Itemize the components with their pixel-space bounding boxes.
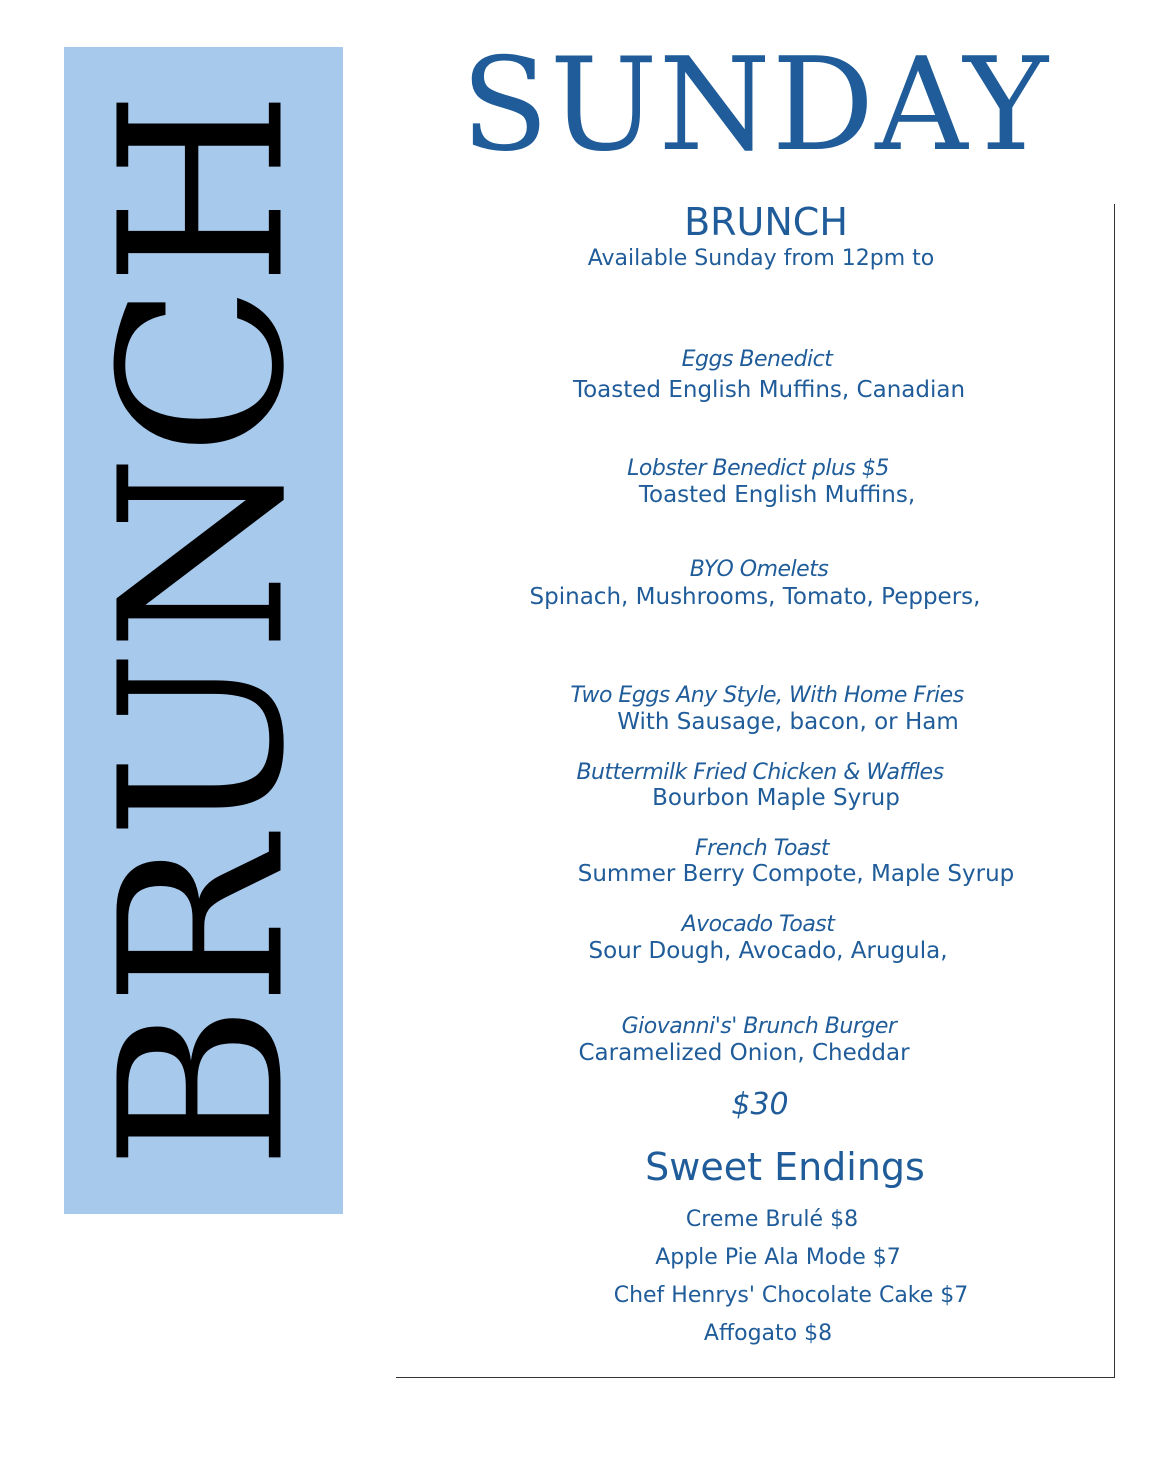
menu-item-description: Bourbon Maple Syrup bbox=[652, 785, 900, 811]
menu-item-name: Avocado Toast bbox=[681, 912, 835, 937]
menu-item-name: Two Eggs Any Style, With Home Fries bbox=[570, 683, 964, 708]
menu-item-description: Summer Berry Compote, Maple Syrup bbox=[577, 861, 1015, 887]
dessert-item: Affogato $8 bbox=[703, 1321, 833, 1346]
menu-item-description: Spinach, Mushrooms, Tomato, Peppers, bbox=[529, 584, 981, 610]
dessert-item: Apple Pie Ala Mode $7 bbox=[655, 1245, 901, 1270]
menu-item-description: With Sausage, bacon, or Ham bbox=[617, 709, 959, 735]
brunch-price: $30 bbox=[731, 1087, 789, 1122]
menu-item-name: Giovanni's' Brunch Burger bbox=[621, 1014, 897, 1039]
side-word: BRUNCH bbox=[72, 91, 334, 1170]
dessert-item: Creme Brulé $8 bbox=[685, 1207, 859, 1232]
menu-item-description: Caramelized Onion, Cheddar bbox=[578, 1040, 910, 1066]
menu-item-name: Eggs Benedict bbox=[681, 347, 833, 372]
frame-border-bottom bbox=[396, 1377, 1115, 1378]
menu-item-description: Toasted English Muffins, bbox=[638, 482, 916, 508]
menu-item-description: Sour Dough, Avocado, Arugula, bbox=[588, 938, 948, 964]
menu-item-name: French Toast bbox=[695, 836, 829, 861]
side-panel bbox=[64, 47, 343, 1214]
menu-item-description: Toasted English Muffins, Canadian bbox=[572, 377, 966, 403]
availability-text: Available Sunday from 12pm to bbox=[587, 246, 935, 271]
dessert-item: Chef Henrys' Chocolate Cake $7 bbox=[613, 1283, 969, 1308]
menu-item-name: BYO Omelets bbox=[689, 557, 829, 582]
page-title: SUNDAY bbox=[461, 31, 1049, 180]
menu-item-name: Buttermilk Fried Chicken & Waffles bbox=[576, 760, 944, 785]
desserts-title: Sweet Endings bbox=[645, 1145, 925, 1189]
frame-border-right bbox=[1114, 204, 1115, 1377]
menu-subtitle: BRUNCH bbox=[684, 200, 848, 244]
menu-item-name: Lobster Benedict plus $5 bbox=[627, 456, 889, 481]
